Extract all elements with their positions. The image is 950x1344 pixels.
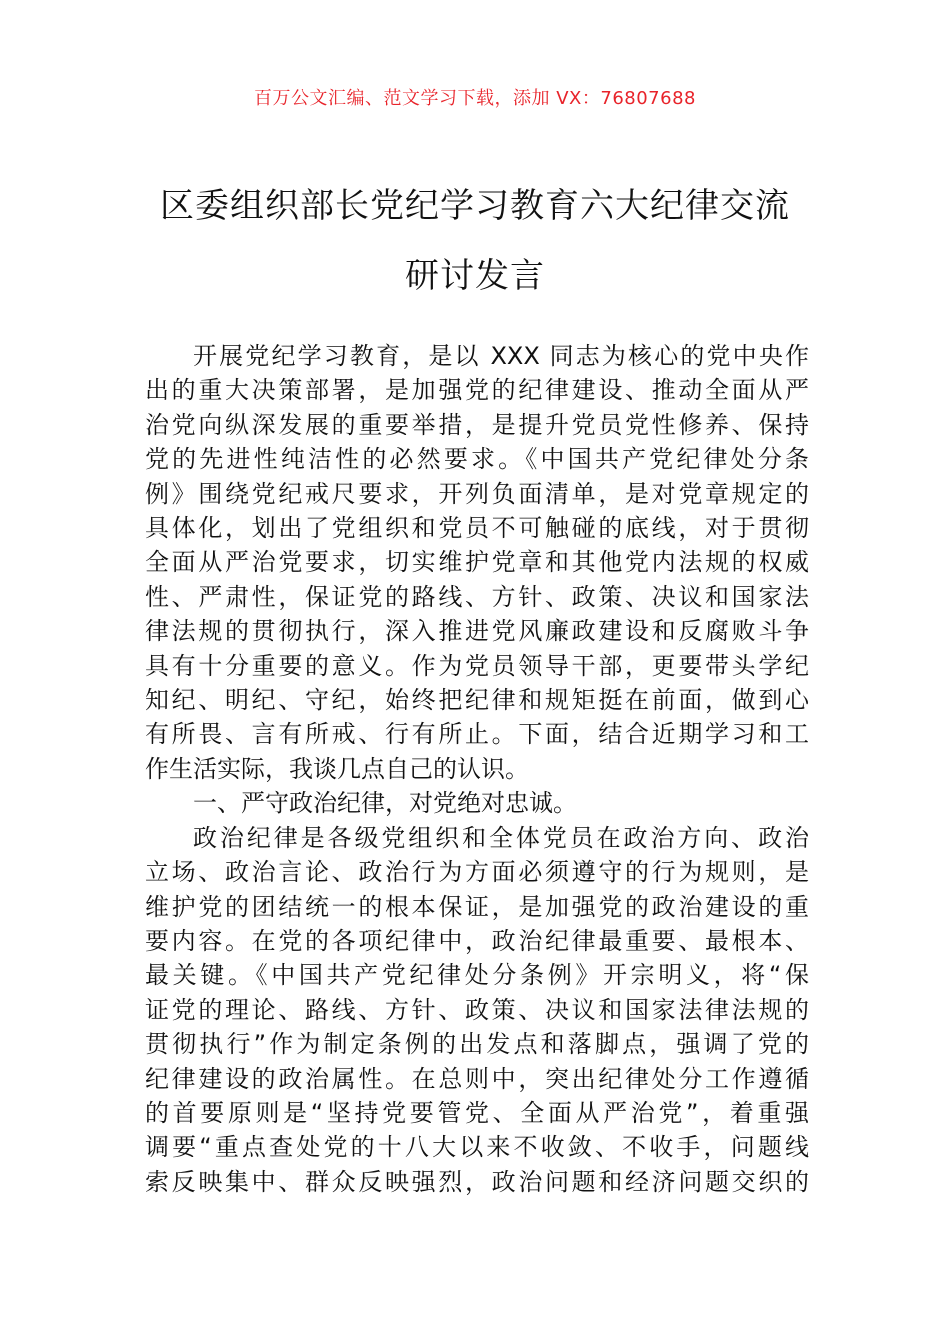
text-line: 一、严守政治纪律，对党绝对忠诚。: [193, 789, 577, 818]
text-line: 治党向纵深发展的重要举措，是提升党员党性修养、保持: [145, 410, 809, 439]
text-line: 最关键。《中国共产党纪律处分条例》开宗明义，将“保: [145, 961, 809, 990]
section-heading-1: [145, 786, 809, 820]
document-body: [145, 339, 809, 1199]
text-line: 全面从严治党要求，切实维护党章和其他党内法规的权威: [145, 548, 809, 577]
text-line: 性、严肃性，保证党的路线、方针、政策、决议和国家法: [145, 582, 809, 611]
text-line: 具有十分重要的意义。作为党员领导干部，更要带头学纪: [145, 651, 809, 680]
text-line: 具体化，划出了党组织和党员不可触碰的底线，对于贯彻: [145, 514, 809, 543]
text-line: 证党的理论、路线、方针、政策、决议和国家法律法规的: [145, 995, 809, 1024]
text-line: 的首要原则是“坚持党要管党、全面从严治党”，着重强: [145, 1098, 809, 1127]
text-line: 有所畏、言有所戒、行有所止。下面，结合近期学习和工: [145, 720, 809, 749]
text-line: 调要“重点查处党的十八大以来不收敛、不收手，问题线: [145, 1133, 809, 1162]
paragraph-political-discipline: [145, 821, 809, 1199]
text-line: 立场、政治言论、政治行为方面必须遵守的行为规则，是: [145, 858, 809, 887]
paragraph-intro: [145, 339, 809, 786]
text-line: 律法规的贯彻执行，深入推进党风廉政建设和反腐败斗争: [145, 617, 809, 646]
header-watermark-note: 百万公文汇编、范文学习下载，添加 VX：76807688: [254, 88, 696, 109]
text-line: 例》围绕党纪戒尺要求，开列负面清单，是对党章规定的: [145, 479, 809, 508]
text-line: 要内容。在党的各项纪律中，政治纪律最重要、最根本、: [145, 926, 809, 955]
document-title-line-2: 研讨发言: [405, 256, 545, 296]
text-line: 纪律建设的政治属性。在总则中，突出纪律处分工作遵循: [145, 1064, 809, 1093]
document-title-line-1: 区委组织部长党纪学习教育六大纪律交流: [160, 186, 790, 226]
text-line: 作生活实际，我谈几点自己的认识。: [145, 754, 529, 783]
text-line: 开展党纪学习教育，是以 XXX 同志为核心的党中央作: [193, 342, 809, 370]
text-line: 贯彻执行”作为制定条例的出发点和落脚点，强调了党的: [145, 1030, 809, 1059]
text-line: 政治纪律是各级党组织和全体党员在政治方向、政治: [193, 823, 809, 852]
text-line: 知纪、明纪、守纪，始终把纪律和规矩挺在前面，做到心: [145, 686, 809, 715]
text-line: 出的重大决策部署，是加强党的纪律建设、推动全面从严: [145, 376, 809, 405]
text-line: 党的先进性纯洁性的必然要求。《中国共产党纪律处分条: [145, 445, 809, 474]
text-line: 维护党的团结统一的根本保证，是加强党的政治建设的重: [145, 892, 809, 921]
text-line: 索反映集中、群众反映强烈，政治问题和经济问题交织的: [145, 1167, 809, 1196]
